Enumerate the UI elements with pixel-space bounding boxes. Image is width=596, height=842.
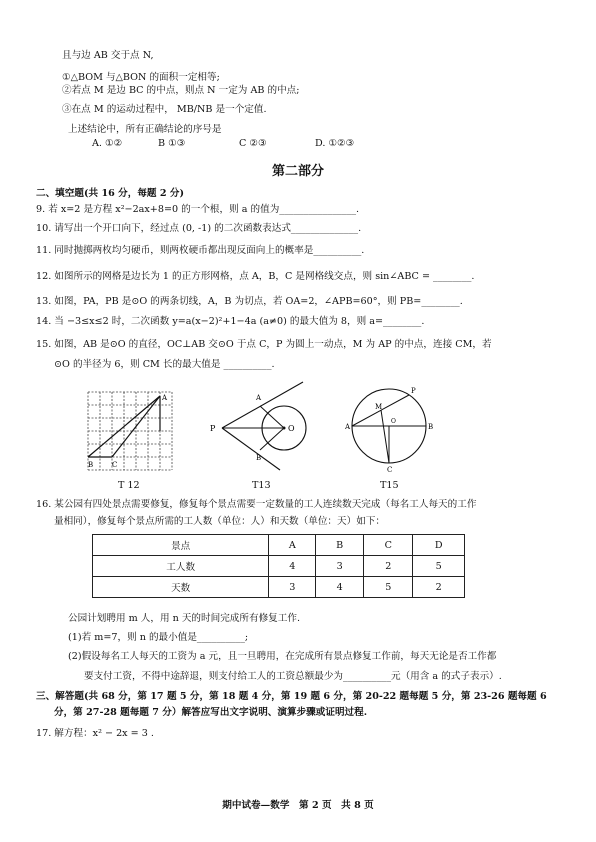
question-16-line-1: 16. 某公园有四处景点需要修复，修复每个景点需要一定数量的工人连续数天完成（每名工人每天的工作 [36, 499, 477, 510]
repair-table [92, 534, 465, 598]
section-title: 第二部分 [271, 164, 324, 179]
table-cell: 4 [269, 556, 316, 577]
question-16-part-2-line-2: 要支付工资，不得中途辞退，则支付给工人的工资总额最少为__________元（用含 a 的式子表示）. [84, 671, 502, 682]
table-header-cell: B [316, 535, 364, 556]
q8-text-1: 且与边 AB 交于点 N, [62, 50, 154, 61]
question-11: 11. 同时抛掷两枚均匀硬币，则两枚硬币都出现反面向上的概率是__________. [36, 245, 365, 256]
table-cell: 2 [413, 577, 465, 598]
svg-text:O: O [288, 424, 295, 433]
svg-text:C: C [387, 466, 393, 473]
question-12: 12. 如图所示的网格是边长为 1 的正方形网格，点 A，B，C 是网格线交点，则 sin∠ABC = ________. [36, 271, 475, 282]
svg-text:A: A [256, 394, 262, 402]
table-row [93, 556, 465, 577]
table-row [93, 577, 465, 598]
table-header-row [93, 535, 465, 556]
table-cell: 3 [316, 556, 364, 577]
svg-text:C: C [112, 461, 118, 469]
section-header-answer-1: 三、解答题(共 68 分，第 17 题 5 分，第 18 题 4 分，第 19 题 6 分，第 20-22 题每题 5 分，第 23-26 题每题 6 [36, 691, 547, 702]
table-header-cell: 景点 [93, 535, 269, 556]
table-cell: 2 [364, 556, 413, 577]
svg-text:O: O [391, 418, 396, 425]
svg-text:A: A [345, 423, 351, 431]
table-header-cell: D [413, 535, 465, 556]
svg-text:B: B [428, 423, 434, 431]
q8-option-a: A. ①② [92, 138, 123, 149]
figure-t13-label: T13 [252, 480, 271, 491]
figure-t15-circle [345, 383, 435, 473]
page-footer: 期中试卷—数学 第 2 页 共 8 页 [222, 800, 374, 811]
q8-option-b: B ①③ [158, 138, 186, 149]
section-header-fill: 二、填空题(共 16 分，每题 2 分) [36, 188, 184, 199]
q8-statement-1: ①△BOM 与△BON 的面积一定相等; [62, 72, 220, 83]
question-13: 13. 如图，PA，PB 是⊙O 的两条切线，A，B 为切点，若 OA=2，∠APB=60°，则 PB=________. [36, 296, 463, 307]
q8-option-c: C ②③ [239, 138, 267, 149]
question-16-line-2: 量相同），修复每个景点所需的工人数（单位：人）和天数（单位：天）如下： [54, 516, 385, 527]
table-header-cell: C [364, 535, 413, 556]
figure-t12-grid [82, 388, 182, 474]
svg-text:B: B [256, 454, 262, 462]
svg-text:P: P [411, 387, 416, 395]
question-15-line-1: 15. 如图，AB 是⊙O 的直径，OC⊥AB 交⊙O 于点 C，P 为圆上一动点，M 为 AP 的中点，连接 CM，若 [36, 339, 492, 350]
question-9: 9. 若 x=2 是方程 x²−2ax+8=0 的一个根，则 a 的值为________________. [36, 204, 360, 215]
question-16-part-1: (1)若 m=7，则 n 的最小值是__________; [68, 632, 249, 643]
table-cell: 工人数 [93, 556, 269, 577]
question-16-part-2-line-1: (2)假设每名工人每天的工资为 a 元，且一旦聘用，在完成所有景点修复工作前，每天无论是否工作都 [68, 651, 497, 662]
table-header-cell: A [269, 535, 316, 556]
q8-option-d: D. ①②③ [315, 138, 355, 149]
q8-statement-2: ②若点 M 是边 BC 的中点，则点 N 一定为 AB 的中点; [62, 85, 300, 96]
q8-statement-3: ③在点 M 的运动过程中， MB/NB 是一个定值. [62, 104, 267, 115]
figure-t12-label: T 12 [118, 480, 140, 491]
svg-text:A: A [162, 394, 168, 402]
question-10: 10. 请写出一个开口向下，经过点 (0, -1) 的二次函数表达式______________. [36, 223, 362, 234]
table-cell: 5 [364, 577, 413, 598]
question-14: 14. 当 −3≤x≤2 时，二次函数 y=a(x−2)²+1−4a (a≠0) 的最大值为 8，则 a=________. [36, 316, 425, 327]
table-cell: 3 [269, 577, 316, 598]
figure-t13-tangents [208, 380, 318, 472]
question-17: 17. 解方程：x² − 2x = 3 . [36, 728, 154, 739]
table-cell: 天数 [93, 577, 269, 598]
svg-text:M: M [375, 403, 383, 411]
figure-t15-label: T15 [380, 480, 399, 491]
table-cell: 4 [316, 577, 364, 598]
question-15-line-2: ⊙O 的半径为 6，则 CM 长的最大值是 __________. [54, 359, 275, 370]
question-16-line-3: 公园计划聘用 m 人，用 n 天的时间完成所有修复工作. [68, 613, 300, 624]
q8-prompt: 上述结论中，所有正确结论的序号是 [68, 124, 222, 135]
svg-text:B: B [88, 461, 94, 469]
section-header-answer-2: 分，第 27-28 题每题 7 分）解答应写出文字说明、演算步骤或证明过程. [54, 707, 368, 718]
table-cell: 5 [413, 556, 465, 577]
svg-text:P: P [210, 424, 216, 433]
